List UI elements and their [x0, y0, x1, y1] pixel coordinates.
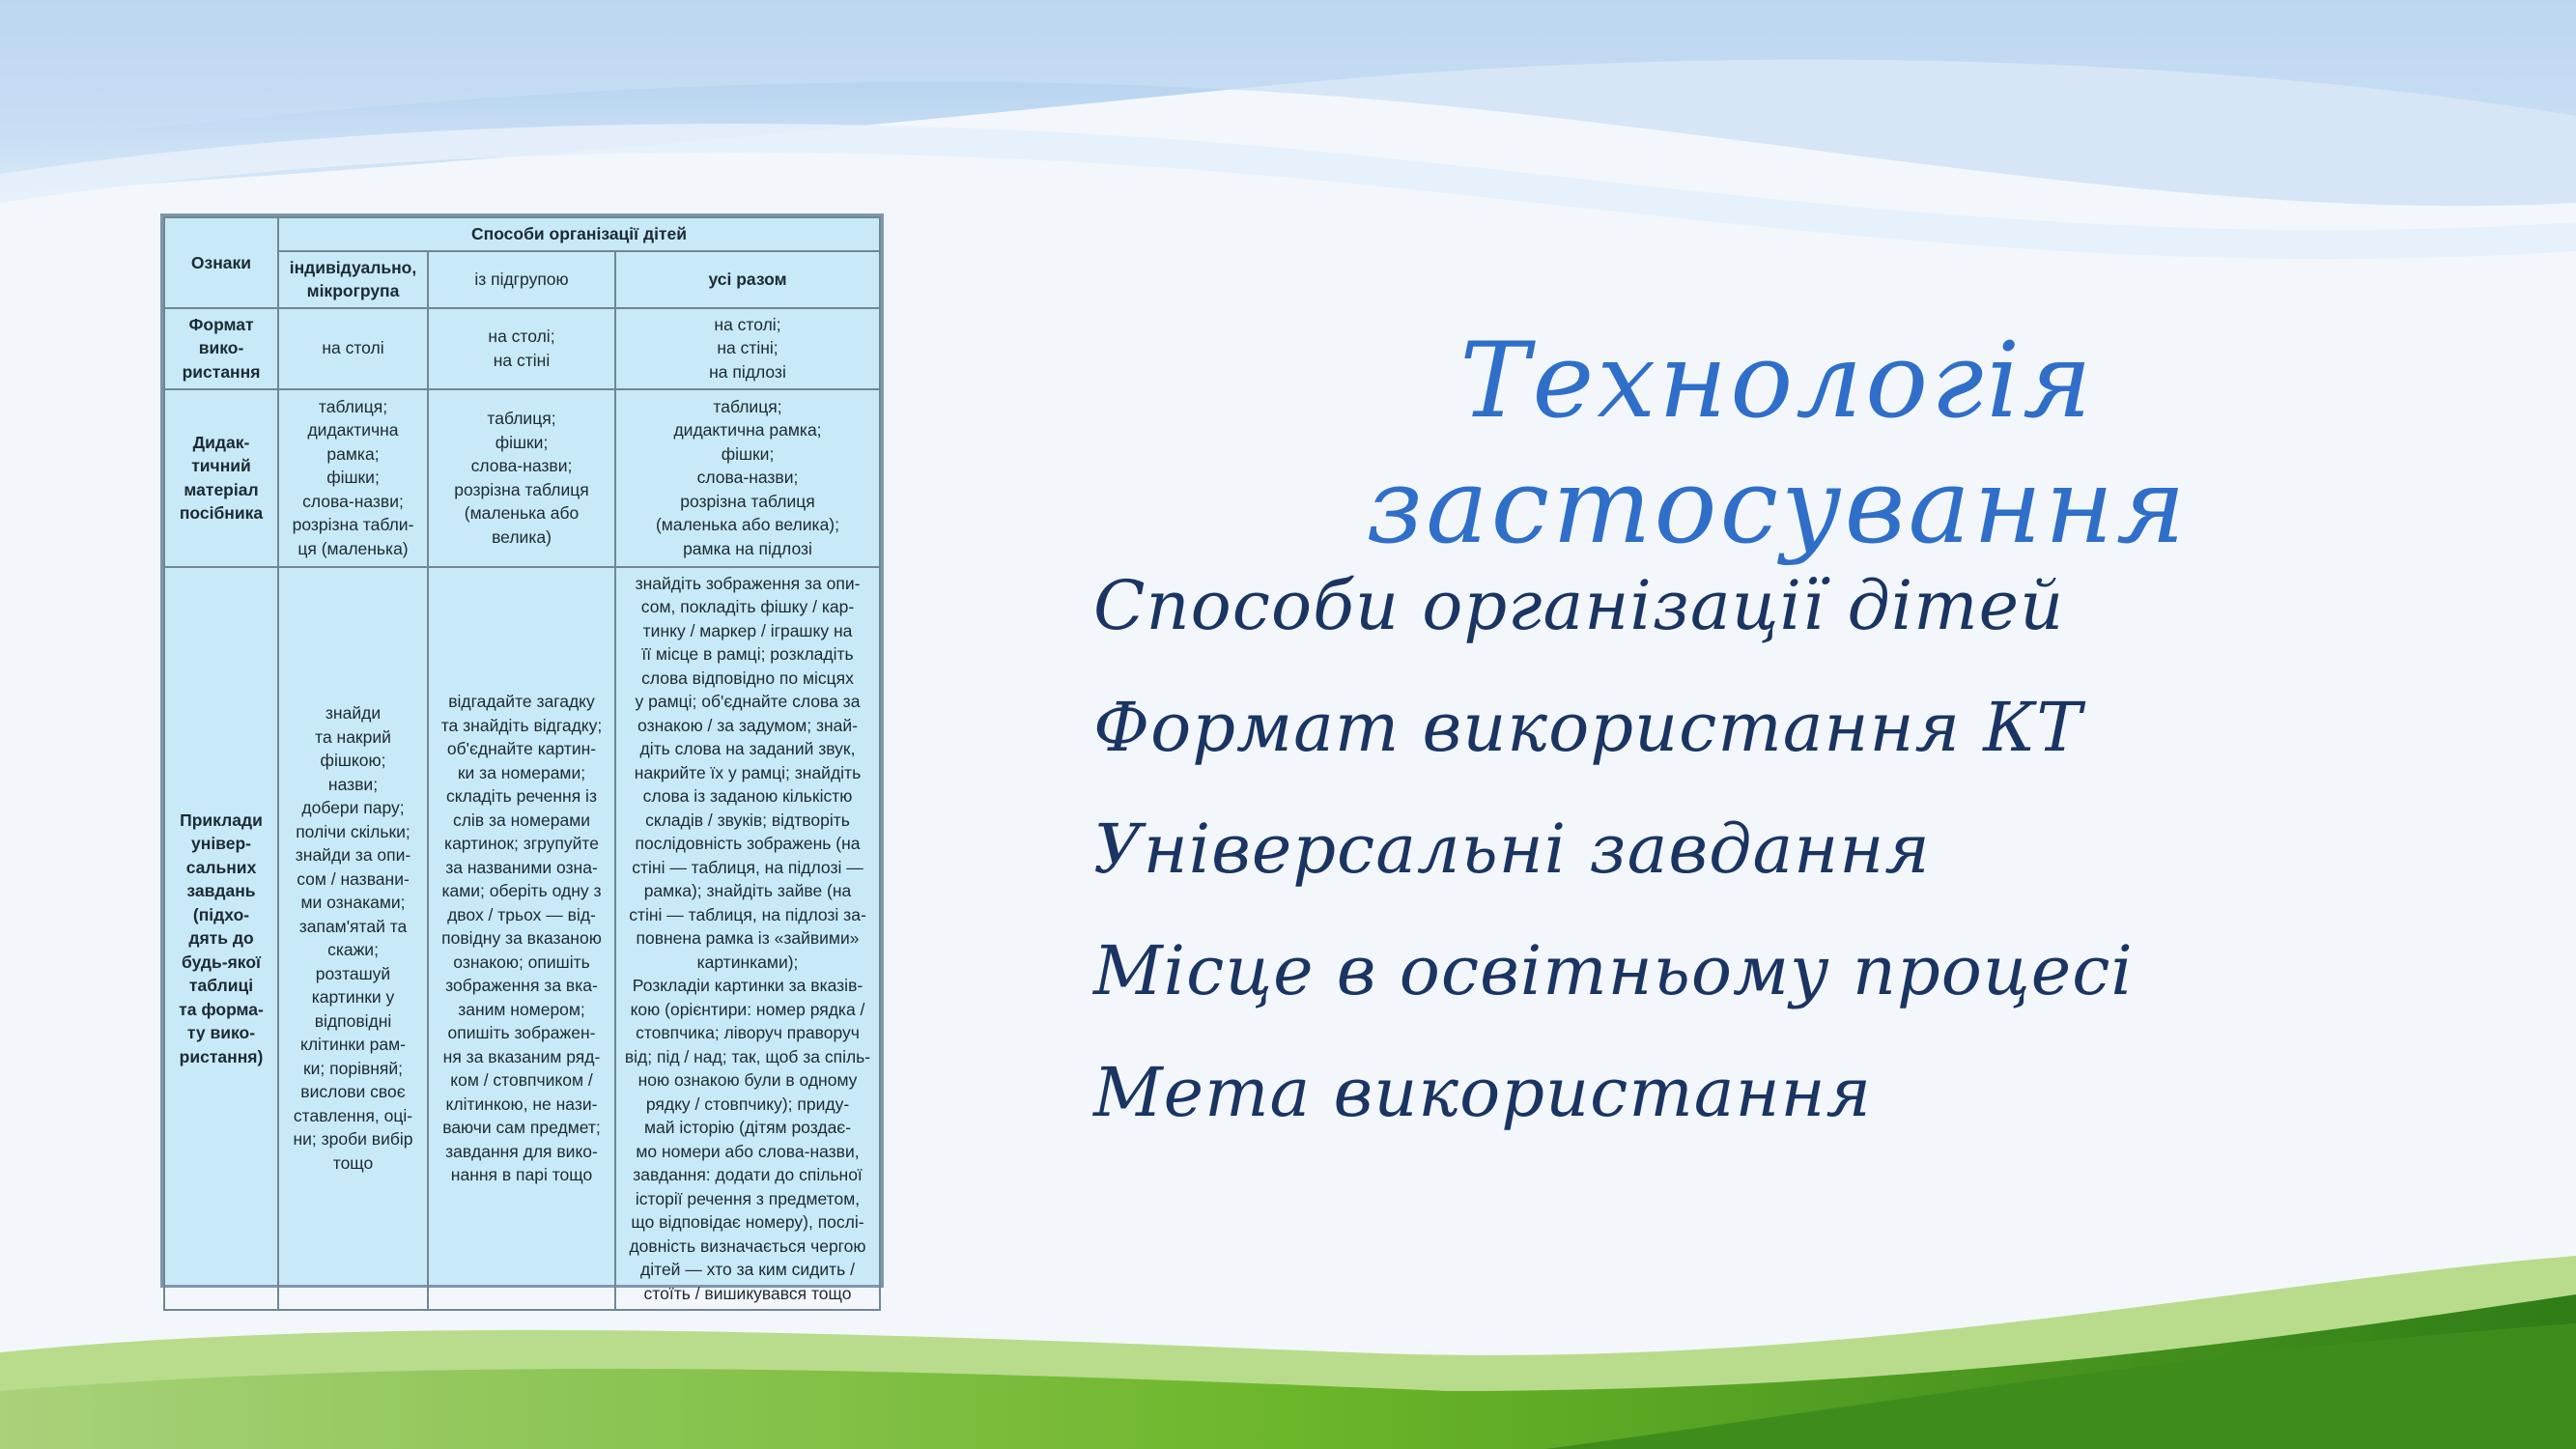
topic-item: Універсальні завдання: [1093, 810, 1931, 889]
table-row: [164, 567, 880, 1311]
topic-list: [1093, 562, 2134, 1171]
organization-table-image: [160, 213, 884, 1303]
row-header: Приклади універ- сальних завдань (підхо- дять до будь-якої таблиці та форма- ту вико- ристання): [164, 567, 278, 1311]
table-cell: знайдіть зображення за опи- сом, покладіть фішку / кар- тинку / маркер / іграшку на її місце в рамці; розкладіть слова відповідно по місцях у рамці; об'єднайте слова за ознакою / за задумом; знай- діть слова на заданий звук, накрийте їх у рамці; знайдіть слова із заданою кількістю складів / звуків; відтворіть послідовність зображень (на стіні — таблиця, на підлозі — рамка); знайдіть зайве (на стіні — таблиця, на підлозі за- повнена рамка із «зайвими» картинками); Розкладіи картинки за вказів- кою (орієнтири: номер рядка / стовпчика; ліворуч праворуч від; під / над; так, щоб за спіль- ною ознакою були в одному рядку / стовпчику); приду- май історію (дітям роздає- мо номери або слова-назви, завдання: додати до спільної історії речення з предметом, що відповідає номеру), послі- довність визначається чергою дітей — хто за ким сидить / стоїть / вишикувався тощо: [615, 567, 880, 1311]
table-group-header: Способи організації дітей: [278, 217, 880, 251]
column-header: індивідуально, мікрогрупа: [278, 251, 428, 308]
table-cell: знайди та накрий фішкою; назви; добери пару; полічи скільки; знайди за опи- сом / названи- ми ознаками; запам'ятай та скажи; розташуй картинки у відповідні клітинки рам- ки; порівняй; вислови своє ставлення, оці- ни; зроби вибір тощо: [278, 567, 428, 1311]
table-cell: на столі; на стіні; на підлозі: [615, 308, 880, 389]
table-cell: таблиця; дидактична рамка; фішки; слова-назви; розрізна табли- ця (маленька): [278, 389, 428, 567]
organization-table: [163, 216, 881, 1311]
topic-item: Формат використання КТ: [1093, 688, 2083, 767]
table-cell: на столі: [278, 308, 428, 389]
table-row: [164, 389, 880, 567]
row-header: Дидак- тичний матеріал посібника: [164, 389, 278, 567]
topic-item: Мета використання: [1093, 1053, 1873, 1132]
column-header: усі разом: [615, 251, 880, 308]
table-cell: відгадайте загадку та знайдіть відгадку; об'єднайте картин- ки за номерами; складіть речення із слів за номерами картинок; згрупуйте за названими озна- ками; оберіть одну з двох / трьох — від- повідну за вказаною ознакою; опишіть зображення за вка- заним номером; опишіть зображен- ня за вказаним ряд- ком / стовпчиком / клітинкою, не нази- ваючи сам предмет; завдання для вико- нання в парі тощо: [428, 567, 615, 1311]
table-cell: таблиця; дидактична рамка; фішки; слова-назви; розрізна таблиця (маленька або велика); рамка на підлозі: [615, 389, 880, 567]
row-header: Формат вико- ристання: [164, 308, 278, 389]
table-cell: на столі; на стіні: [428, 308, 615, 389]
table-corner-header: Ознаки: [164, 217, 278, 308]
table-cell: таблиця; фішки; слова-назви; розрізна таблиця (маленька або велика): [428, 389, 615, 567]
topic-item: Способи організації дітей: [1093, 566, 2065, 645]
slide-title: Технологія застосування: [1366, 321, 2189, 567]
table-row: [164, 308, 880, 389]
topic-item: Місце в освітньому процесі: [1093, 931, 2134, 1010]
column-header: із підгрупою: [428, 251, 615, 308]
